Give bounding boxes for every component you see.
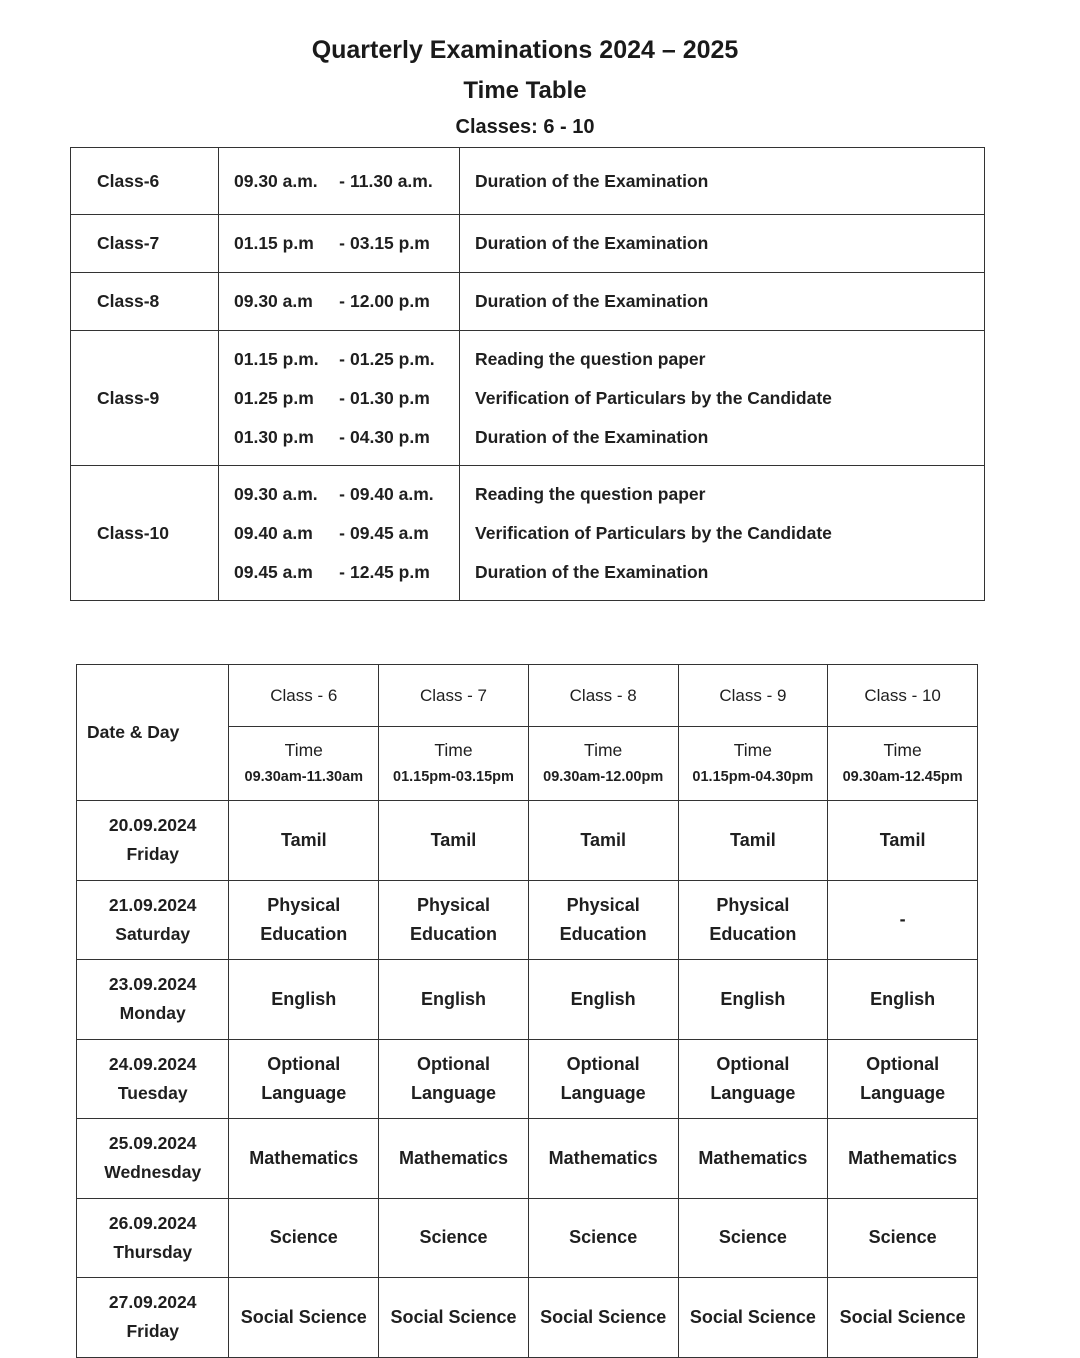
time-range-cell — [219, 466, 460, 601]
exam-day: Saturday — [115, 923, 191, 944]
time-sep: - — [339, 387, 345, 408]
subject-name: Tamil — [879, 829, 926, 850]
class-time-cell — [678, 727, 828, 801]
subject-name: Physical — [267, 894, 341, 915]
subject-name: Language — [261, 1082, 347, 1103]
date-cell — [77, 1198, 229, 1278]
time-start: 01.25 p.m — [234, 387, 314, 408]
subject-cell — [828, 960, 978, 1040]
subject-cell — [229, 801, 379, 881]
document-subtitle: Time Table — [463, 77, 587, 104]
time-end: 01.25 p.m. — [350, 348, 435, 369]
time-start: 01.30 p.m — [234, 426, 314, 447]
time-start: 09.30 a.m — [234, 291, 313, 311]
classes-range: Classes: 6 - 10 — [455, 116, 595, 138]
class-name: Class-8 — [97, 291, 160, 311]
time-range — [234, 340, 459, 379]
document-title: Quarterly Examinations 2024 – 2025 — [311, 36, 739, 64]
subject-cell — [379, 801, 529, 881]
class-timing-row — [71, 331, 985, 466]
subject-name: Social Science — [390, 1306, 517, 1327]
subject-name: Education — [559, 923, 647, 944]
subject-cell — [379, 1198, 529, 1278]
time-end: 11.30 a.m. — [350, 170, 433, 191]
activity-cell — [460, 331, 985, 466]
subject-name: Science — [269, 1227, 338, 1248]
subject-name: - — [899, 909, 906, 930]
subject-cell — [528, 880, 678, 960]
class-time-cell — [379, 727, 529, 801]
class-name: Class-9 — [97, 387, 160, 408]
time-range: 09.30am-11.30am — [244, 768, 364, 785]
exam-day: Friday — [126, 844, 179, 865]
exam-day: Monday — [119, 1003, 186, 1024]
time-range-cell — [219, 331, 460, 466]
class-name-cell — [71, 331, 219, 466]
activity-cell — [460, 215, 985, 273]
exam-day: Tuesday — [117, 1082, 188, 1103]
subject-name: Language — [860, 1082, 946, 1103]
class-timing-table — [70, 147, 985, 601]
activity-label: Duration of the Examination — [475, 170, 709, 191]
subject-cell — [528, 960, 678, 1040]
subject-cell — [528, 1278, 678, 1358]
subject-name: Mathematics — [848, 1147, 958, 1168]
subject-name: Language — [710, 1082, 796, 1103]
exam-schedule-table — [76, 664, 978, 1358]
subject-cell — [528, 1198, 678, 1278]
time-end: 01.30 p.m — [350, 387, 430, 408]
time-range: 01.15pm-03.15pm — [393, 768, 514, 785]
subject-cell — [678, 801, 828, 881]
subject-name: Mathematics — [698, 1147, 808, 1168]
activity-cell — [460, 148, 985, 215]
schedule-row — [77, 801, 978, 881]
subject-name: Social Science — [240, 1306, 367, 1327]
subject-cell — [379, 1278, 529, 1358]
schedule-row — [77, 1198, 978, 1278]
activity-label: Duration of the Examination — [475, 561, 709, 582]
subject-name: Tamil — [580, 829, 627, 850]
subject-cell — [229, 1119, 379, 1199]
subject-name: Physical — [416, 894, 490, 915]
time-sep: - — [339, 561, 345, 582]
subject-name: Mathematics — [249, 1147, 359, 1168]
subject-name: Science — [868, 1227, 937, 1248]
subject-name: Physical — [566, 894, 640, 915]
time-label: Time — [883, 739, 922, 760]
exam-date: 27.09.2024 — [108, 1292, 197, 1313]
time-start: 01.15 p.m. — [234, 348, 319, 369]
schedule-row — [77, 1119, 978, 1199]
subject-name: Social Science — [689, 1306, 816, 1327]
subject-name: Optional — [416, 1053, 490, 1074]
subject-cell — [828, 880, 978, 960]
subject-cell — [828, 1119, 978, 1199]
time-end: 03.15 p.m — [350, 233, 430, 253]
time-end: 09.45 a.m — [350, 522, 429, 543]
time-start: 09.45 a.m — [234, 561, 313, 582]
time-range — [234, 553, 459, 592]
subject-name: Mathematics — [398, 1147, 508, 1168]
class-name-cell — [71, 466, 219, 601]
class-time-cell — [528, 727, 678, 801]
date-cell — [77, 1039, 229, 1119]
time-range: 01.15pm-04.30pm — [692, 768, 814, 785]
time-label: Time — [733, 739, 772, 760]
subject-cell — [379, 960, 529, 1040]
class-timing-row — [71, 273, 985, 331]
subject-cell — [828, 801, 978, 881]
time-sep: - — [339, 522, 345, 543]
class-time-cell — [229, 727, 379, 801]
class-name-cell — [71, 215, 219, 273]
subject-name: Physical — [716, 894, 790, 915]
activity-cell — [460, 273, 985, 331]
subject-name: Science — [419, 1227, 488, 1248]
date-cell — [77, 960, 229, 1040]
time-start: 01.15 p.m — [234, 233, 314, 253]
time-range — [234, 514, 459, 553]
exam-date: 25.09.2024 — [108, 1133, 197, 1154]
subject-name: Tamil — [430, 829, 477, 850]
time-label: Time — [434, 739, 473, 760]
subject-cell — [678, 880, 828, 960]
subject-name: English — [870, 988, 936, 1009]
subject-cell — [828, 1278, 978, 1358]
time-range: 09.30am-12.00pm — [543, 768, 664, 785]
subject-name: Language — [410, 1082, 496, 1103]
exam-day: Thursday — [113, 1241, 193, 1262]
schedule-row — [77, 960, 978, 1040]
subject-cell — [678, 1278, 828, 1358]
activity-label: Duration of the Examination — [475, 291, 709, 311]
activity-label: Duration of the Examination — [475, 426, 709, 447]
class-name-cell — [71, 273, 219, 331]
activity-label: Duration of the Examination — [475, 233, 709, 253]
subject-name: English — [271, 988, 337, 1009]
subject-name: Optional — [566, 1053, 640, 1074]
subject-name: Mathematics — [548, 1147, 658, 1168]
class-column-header: Class - 9 — [678, 665, 828, 727]
subject-cell — [678, 1119, 828, 1199]
time-sep: - — [339, 483, 345, 504]
activity-label: Verification of Particulars by the Candidate — [475, 387, 832, 408]
time-range — [234, 475, 459, 514]
schedule-row — [77, 880, 978, 960]
subject-name: Language — [560, 1082, 646, 1103]
time-sep: - — [339, 233, 345, 253]
time-range-cell — [219, 273, 460, 331]
time-range-cell — [219, 148, 460, 215]
class-timing-row — [71, 215, 985, 273]
class-name: Class-10 — [97, 522, 169, 543]
subject-name: Education — [260, 923, 348, 944]
activity-label: Reading the question paper — [475, 348, 706, 369]
subject-cell — [229, 1039, 379, 1119]
subject-cell — [229, 1198, 379, 1278]
activity-label: Reading the question paper — [475, 483, 706, 504]
class-column-header: Class - 7 — [379, 665, 529, 727]
class-column-header: Class - 6 — [229, 665, 379, 727]
class-column-header: Class - 10 — [828, 665, 978, 727]
exam-day: Wednesday — [104, 1162, 202, 1183]
time-end: 09.40 a.m. — [350, 483, 434, 504]
subject-cell — [828, 1039, 978, 1119]
subject-name: Optional — [267, 1053, 341, 1074]
date-cell — [77, 801, 229, 881]
time-range-cell — [219, 215, 460, 273]
subject-name: Science — [569, 1227, 638, 1248]
class-timing-row — [71, 466, 985, 601]
time-sep: - — [339, 291, 345, 311]
time-sep: - — [339, 348, 345, 369]
subject-name: Optional — [866, 1053, 940, 1074]
time-end: 12.00 p.m — [350, 291, 430, 311]
time-range: 09.30am-12.45pm — [842, 768, 963, 785]
exam-date: 24.09.2024 — [108, 1053, 197, 1074]
schedule-header-row — [77, 665, 978, 727]
time-start: 09.30 a.m. — [234, 170, 318, 191]
time-range — [234, 162, 459, 201]
class-name-cell — [71, 148, 219, 215]
activity-label: Verification of Particulars by the Candidate — [475, 522, 832, 543]
time-start: 09.40 a.m — [234, 522, 313, 543]
time-range — [234, 224, 459, 263]
time-label: Time — [284, 739, 323, 760]
class-timing-row — [71, 148, 985, 215]
class-time-cell — [828, 727, 978, 801]
subject-cell — [528, 1119, 678, 1199]
subject-cell — [229, 1278, 379, 1358]
class-name: Class-6 — [97, 170, 160, 191]
date-cell — [77, 1119, 229, 1199]
subject-cell — [678, 960, 828, 1040]
date-cell — [77, 1278, 229, 1358]
subject-name: English — [570, 988, 636, 1009]
exam-day: Friday — [126, 1321, 179, 1342]
subject-name: Social Science — [839, 1306, 966, 1327]
subject-cell — [229, 960, 379, 1040]
subject-cell — [229, 880, 379, 960]
subject-name: Science — [718, 1227, 787, 1248]
exam-date: 26.09.2024 — [108, 1212, 197, 1233]
subject-name: Tamil — [280, 829, 327, 850]
subject-name: English — [720, 988, 786, 1009]
schedule-row — [77, 1039, 978, 1119]
class-name: Class-7 — [97, 233, 160, 253]
time-end: 04.30 p.m — [350, 426, 430, 447]
time-end: 12.45 p.m — [350, 561, 430, 582]
class-column-header: Class - 8 — [528, 665, 678, 727]
subject-name: Education — [409, 923, 497, 944]
subject-cell — [828, 1198, 978, 1278]
date-day-header: Date & Day — [77, 665, 229, 801]
subject-cell — [379, 1119, 529, 1199]
subject-name: English — [420, 988, 486, 1009]
time-label: Time — [584, 739, 623, 760]
time-range — [234, 282, 459, 321]
activity-cell — [460, 466, 985, 601]
subject-cell — [379, 880, 529, 960]
time-sep: - — [339, 426, 345, 447]
schedule-row — [77, 1278, 978, 1358]
subject-cell — [528, 1039, 678, 1119]
subject-name: Tamil — [730, 829, 776, 850]
exam-date: 23.09.2024 — [108, 974, 197, 995]
exam-date: 21.09.2024 — [108, 894, 197, 915]
subject-cell — [528, 801, 678, 881]
subject-name: Education — [709, 923, 797, 944]
time-range — [234, 418, 459, 457]
subject-cell — [678, 1198, 828, 1278]
subject-cell — [379, 1039, 529, 1119]
subject-cell — [678, 1039, 828, 1119]
time-range — [234, 379, 459, 418]
time-start: 09.30 a.m. — [234, 483, 318, 504]
subject-name: Social Science — [540, 1306, 667, 1327]
date-cell — [77, 880, 229, 960]
subject-name: Optional — [716, 1053, 790, 1074]
time-sep: - — [339, 170, 345, 191]
exam-date: 20.09.2024 — [108, 815, 197, 836]
